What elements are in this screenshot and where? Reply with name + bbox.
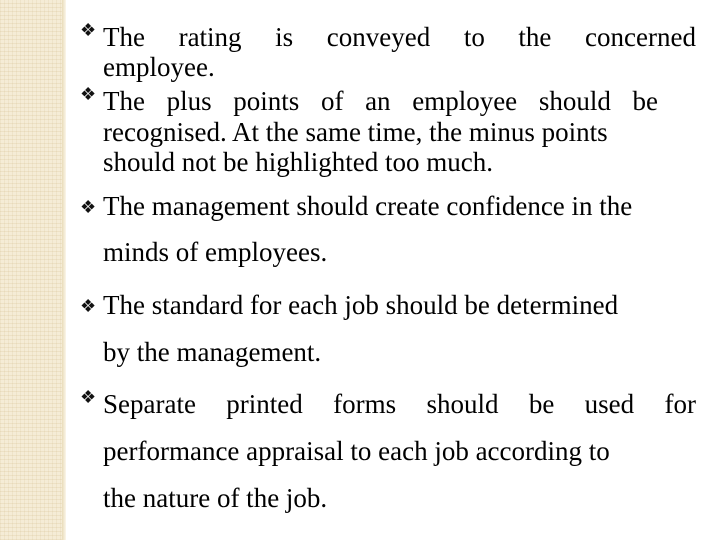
word: The	[103, 86, 145, 116]
bullet-4-text: The standard for each job should be determined	[103, 290, 619, 320]
bullet-5-line-2: performance appraisal to each job according to	[103, 436, 610, 466]
bullet-2-line-3: should not be highlighted too much.	[103, 147, 493, 177]
bullet-3-text: The management should create confidence in the	[103, 191, 633, 221]
diamond-v-bullet-icon: ❖	[80, 296, 97, 316]
bullet-5-line-1	[80, 389, 696, 420]
bullet-1-line-1	[80, 22, 696, 53]
word: Separate	[103, 389, 196, 419]
word: rating	[178, 22, 242, 52]
word: should	[426, 389, 499, 419]
word: points	[233, 86, 300, 116]
word: of	[320, 86, 344, 116]
word: conveyed	[326, 22, 431, 52]
word: be	[632, 86, 658, 116]
bullet-5-line-3: the nature of the job.	[103, 483, 328, 513]
word: employee	[412, 86, 518, 116]
bullet-4-line-1	[80, 290, 618, 321]
word: be	[528, 389, 555, 419]
diamond-v-bullet-icon: ❖	[80, 197, 97, 217]
diamond-v-bullet-icon: ❖	[80, 387, 97, 407]
bullet-1-line-2: employee.	[103, 52, 215, 82]
word: concerned	[585, 22, 696, 52]
word: for	[664, 389, 696, 419]
word: should	[538, 86, 611, 116]
bullet-3-line-2: minds of employees.	[103, 237, 328, 267]
word: to	[463, 22, 485, 52]
bullet-4-line-2: by the management.	[103, 337, 322, 367]
word: forms	[333, 389, 397, 419]
word: is	[275, 22, 294, 52]
bullet-3-line-1	[80, 191, 632, 222]
bullet-2-line-1	[80, 86, 658, 117]
diamond-v-bullet-icon: ❖	[80, 20, 97, 40]
word: the	[518, 22, 552, 52]
diamond-v-bullet-icon: ❖	[80, 84, 97, 104]
word: used	[584, 389, 635, 419]
word: plus	[166, 86, 212, 116]
word: printed	[226, 389, 303, 419]
word: an	[365, 86, 391, 116]
word: The	[103, 22, 145, 52]
bullet-2-line-2: recognised. At the same time, the minus points	[103, 117, 608, 147]
